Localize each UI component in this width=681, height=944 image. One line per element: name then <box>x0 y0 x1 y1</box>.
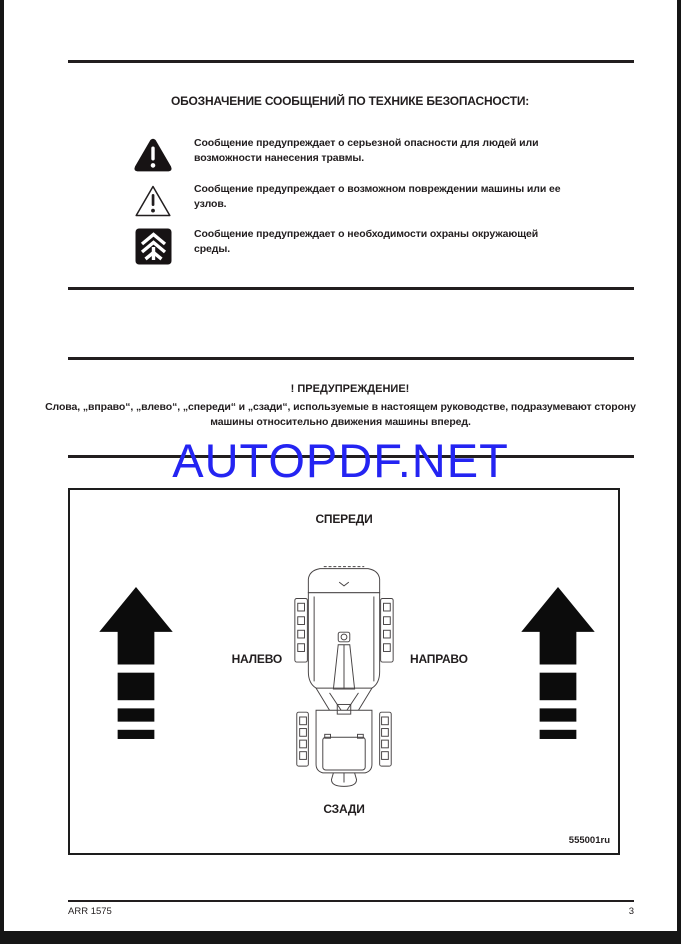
machine-top-view-drawing <box>291 562 397 792</box>
safety-message-row <box>133 182 572 220</box>
forward-arrow-left-icon <box>97 587 175 740</box>
watermark-text: AUTOPDF.NET <box>172 434 509 487</box>
footer-rule <box>68 900 634 902</box>
safety-message-text: Сообщение предупреждает о серьезной опасности для людей или возможности нанесения травмы. <box>194 137 539 164</box>
label-front: СПЕРЕДИ <box>315 512 373 526</box>
orientation-diagram-frame <box>68 488 620 855</box>
label-left: НАЛЕВО <box>231 652 282 666</box>
personal-danger-triangle-icon <box>133 136 173 174</box>
safety-message-row <box>133 227 572 265</box>
warning-body: Слова, „вправо“, „влево“, „спереди“ и „сзади“, используемые в настоящем руководстве, подразумевают сторону машины относительно движения машины вперед. <box>45 401 636 429</box>
safety-message-text: Сообщение предупреждает о необходимости охраны окружающей среды. <box>194 228 539 255</box>
figure-reference: 555001ru <box>568 835 610 846</box>
page-footer <box>68 906 634 917</box>
label-rear: СЗАДИ <box>323 802 365 816</box>
safety-message-text: Сообщение предупреждает о возможном повреждении машины или ее узлов. <box>194 183 561 210</box>
safety-message-row <box>133 136 572 174</box>
forward-arrow-right-icon <box>519 587 597 740</box>
divider-rule <box>68 287 634 290</box>
divider-rule <box>68 357 634 360</box>
footer-page-number: 3 <box>628 906 634 917</box>
footer-doc-code: ARR 1575 <box>68 906 112 917</box>
warning-title: ! ПРЕДУПРЕЖДЕНИЕ! <box>290 383 410 395</box>
label-right: НАПРАВО <box>410 652 468 666</box>
section-heading: ОБОЗНАЧЕНИЕ СООБЩЕНИЙ ПО ТЕХНИКЕ БЕЗОПАСНОСТИ: <box>170 94 530 108</box>
scan-edge-bottom <box>0 931 681 944</box>
environment-protection-icon <box>133 227 173 265</box>
divider-rule-top <box>68 60 634 63</box>
machine-damage-triangle-icon <box>133 182 173 220</box>
